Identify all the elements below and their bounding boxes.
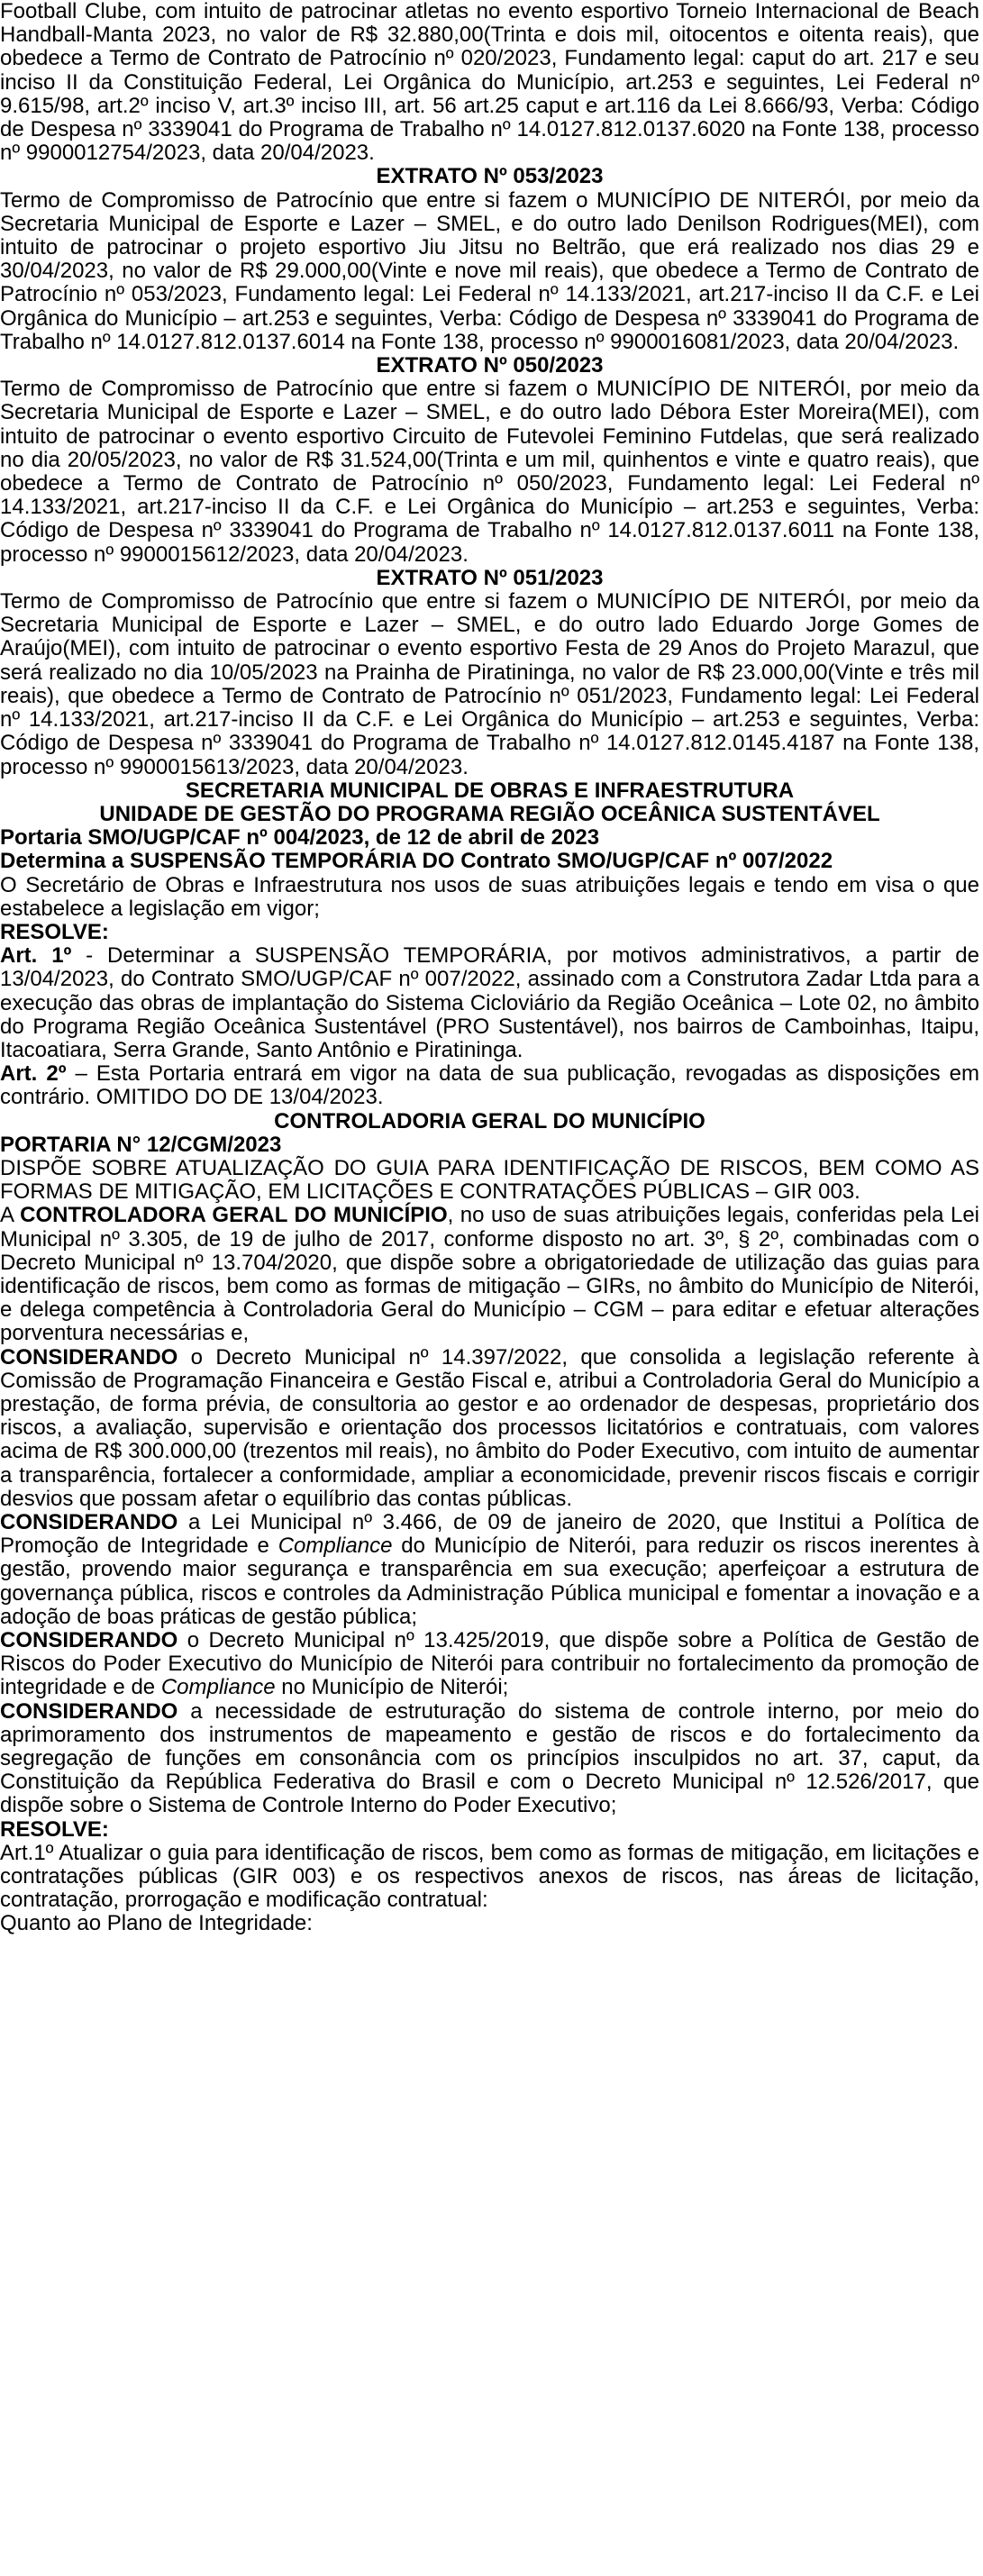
authority-name: CONTROLADORA GERAL DO MUNICÍPIO: [20, 1203, 448, 1228]
considering-label: CONSIDERANDO: [0, 1344, 178, 1370]
article-number: Art. 2º: [0, 1061, 67, 1087]
considering-italic: Compliance: [278, 1534, 393, 1559]
unit-heading: UNIDADE DE GESTÃO DO PROGRAMA REGIÃO OCEÂNICA SUSTENTÁVEL: [99, 801, 880, 826]
extract-heading: EXTRATO Nº 053/2023: [376, 164, 604, 189]
department-heading: CONTROLADORIA GERAL DO MUNICÍPIO: [274, 1108, 705, 1133]
considering-text: no Município de Niterói;: [275, 1675, 509, 1700]
department-heading: SECRETARIA MUNICIPAL DE OBRAS E INFRAESTRUTURA: [185, 778, 795, 803]
resolve-label: RESOLVE:: [0, 919, 109, 944]
considering-text: o Decreto Municipal nº 13.425/2019, que dispõe sobre a Política de Gestão de Riscos do Poder Executivo do Município de Niterói para contribuir no fortalecimento da promoção de integridade e de: [0, 1628, 979, 1700]
article-paragraph: [0, 1062, 979, 1109]
extract-heading: EXTRATO Nº 050/2023: [376, 353, 604, 378]
section-intro: Quanto ao Plano de Integridade:: [0, 1911, 313, 1936]
article-number: Art. 1º: [0, 943, 72, 969]
considering-paragraph: [0, 1700, 979, 1818]
contract-extract-paragraph: Termo de Compromisso de Patrocínio que entre si fazem o MUNICÍPIO DE NITERÓI, por meio da Secretaria Municipal de Esporte e Lazer – SMEL, e do outro lado Denilson Rodrigues(MEI), com intuito de patrocinar o projeto esportivo Jiu Jitsu no Beltrão, que erá realizado nos dias 29 e 30/04/2023, no valor de R$ 29.000,00(Vinte e nove mil reais), que obedece a Termo de Contrato de Patrocínio nº 053/2023, Fundamento legal: Lei Federal nº 14.133/2021, art.217-inciso II da C.F. e Lei Orgânica do Município – art.253 e seguintes, Verba: Código de Despesa nº 3339041 do Programa de Trabalho nº 14.0127.812.0137.6014 na Fonte 138, processo nº 9900016081/2023, data 20/04/2023.: [0, 187, 979, 354]
ordinance-title: PORTARIA N° 12/CGM/2023: [0, 1132, 282, 1157]
extract-heading: EXTRATO Nº 051/2023: [376, 565, 604, 590]
considering-text: do Município de Niterói, para reduzir os riscos inerentes à gestão, provendo maior segurança e transparência em sua execução; aperfeiçoar a estrutura de governança pública, riscos e controles da Administração Pública municipal e fomentar a inovação e a adoção de boas práticas de gestão pública;: [0, 1534, 979, 1629]
resolve-label: RESOLVE:: [0, 1816, 109, 1842]
contract-extract-paragraph: Termo de Compromisso de Patrocínio que entre si fazem o MUNICÍPIO DE NITERÓI, por meio da Secretaria Municipal de Esporte e Lazer – SMEL, e do outro lado Débora Ester Moreira(MEI), com intuito de patrocinar o evento esportivo Circuito de Futevolei Feminino Futdelas, que será realizado no dia 20/05/2023, no valor de R$ 31.524,00(Trinta e um mil, quinhentos e vinte e quatro reais), que obedece a Termo de Contrato de Patrocínio nº 050/2023, Fundamento legal: Lei Federal nº 14.133/2021, art.217-inciso II da C.F. e Lei Orgânica do Município – art.253 e seguintes, Verba: Código de Despesa nº 3339041 do Programa de Trabalho nº 14.0127.812.0137.6011 na Fonte 138, processo nº 9900015612/2023, data 20/04/2023.: [0, 377, 979, 567]
considering-text: a necessidade de estruturação do sistema de controle interno, por meio do aprimoramento dos instrumentos de mapeamento e gestão de riscos e do fortalecimento da segregação de funções em consonância com os princípios insculpidos no art. 37, caput, da Constituição da República Federativa do Brasil e com o Decreto Municipal nº 12.526/2017, que dispõe sobre o Sistema de Controle Interno do Poder Executivo;: [0, 1698, 979, 1818]
contract-extract-paragraph: Termo de Compromisso de Patrocínio que entre si fazem o MUNICÍPIO DE NITERÓI, por meio da Secretaria Municipal de Esporte e Lazer – SMEL, e do outro lado Eduardo Jorge Gomes de Araújo(MEI), com intuito de patrocinar o evento esportivo Festa de 29 Anos do Projeto Marazul, que será realizado no dia 10/05/2023 na Prainha de Piratininga, no valor de R$ 23.000,00(Vinte e três mil reais), que obedece a Termo de Contrato de Patrocínio nº 051/2023, Fundamento legal: Lei Federal nº 14.133/2021, art.217-inciso II da C.F. e Lei Orgânica do Município – art.253 e seguintes, Verba: Código de Despesa nº 3339041 do Programa de Trabalho nº 14.0127.812.0145.4187 na Fonte 138, processo nº 9900015613/2023, data 20/04/2023.: [0, 589, 979, 779]
ordinance-preamble: [0, 1204, 979, 1345]
considering-paragraph: [0, 1346, 979, 1511]
considering-label: CONSIDERANDO: [0, 1628, 178, 1653]
ordinance-title: Portaria SMO/UGP/CAF nº 004/2023, de 12 de abril de 2023: [0, 825, 600, 851]
considering-text: o Decreto Municipal nº 14.397/2022, que consolida a legislação referente à Comissão de Programação Financeira e Gestão Fiscal e, atribui a Controladoria Geral do Município a prestação, de forma prévia, de consultoria ao gestor e ao ordenador de despesas, proprietário dos riscos, a avaliação, supervisão e orientação dos processos licitatórios e contratuais, com valores acima de R$ 300.000,00 (trezentos mil reais), no âmbito do Poder Executivo, com intuito de aumentar a transparência, fortalecer a conformidade, ampliar a economicidade, prevenir riscos fiscais e corrigir desvios que possam afetar o equilíbrio das contas públicas.: [0, 1344, 979, 1511]
article-paragraph: Art.1º Atualizar o guia para identificação de riscos, bem como as formas de mitigação, em licitações e contratações públicas (GIR 003) e os respectivos anexos de riscos, nas áreas de licitação, contratação, prorrogação e modificação contratual:: [0, 1840, 979, 1913]
article-text: - Determinar a SUSPENSÃO TEMPORÁRIA, por motivos administrativos, a partir de 13/04/2023, do Contrato SMO/UGP/CAF nº 007/2022, assinado com a Construtora Zadar Ltda para a execução das obras de implantação do Sistema Cicloviário da Região Oceânica – Lote 02, no âmbito do Programa Região Oceânica Sustentável (PRO Sustentável), nos bairros de Camboinhas, Itaipu, Itacoatiara, Serra Grande, Santo Antônio e Piratininga.: [0, 943, 979, 1062]
considering-text: a Lei Municipal nº 3.466, de 09 de janeiro de 2020, que Institui a Política de Promoção de Integridade e: [0, 1510, 979, 1559]
article-text: – Esta Portaria entrará em vigor na data de sua publicação, revogadas as disposições em contrário. OMITIDO DO DE 13/04/2023.: [0, 1061, 979, 1110]
ordinance-preamble: O Secretário de Obras e Infraestrutura nos usos de suas atribuições legais e tendo em visa o que estabelece a legislação em vigor;: [0, 872, 979, 921]
ordinance-subject: DISPÕE SOBRE ATUALIZAÇÃO DO GUIA PARA IDENTIFICAÇÃO DE RISCOS, BEM COMO AS FORMAS DE MITIGAÇÃO, EM LICITAÇÕES E CONTRATAÇÕES PÚBLICAS – GIR 003.: [0, 1155, 979, 1205]
considering-paragraph: [0, 1629, 979, 1700]
ordinance-subject: Determina a SUSPENSÃO TEMPORÁRIA DO Contrato SMO/UGP/CAF nº 007/2022: [0, 849, 833, 874]
article-paragraph: [0, 944, 979, 1062]
preamble-text: , no uso de suas atribuições legais, conferidas pela Lei Municipal nº 3.305, de 19 de julho de 2017, conforme disposto no art. 3º, § 2º, combinadas com o Decreto Municipal nº 13.704/2020, que dispõe sobre a obrigatoriedade de utilização das guias para identificação de riscos, bem como as formas de mitigação – GIRs, no âmbito do Município de Niterói, e delega competência à Controladoria Geral do Município – CGM – para editar e efetuar alterações porventura necessárias e,: [0, 1203, 980, 1346]
contract-extract-paragraph: Football Clube, com intuito de patrocinar atletas no evento esportivo Torneio Internacional de Beach Handball-Manta 2023, no valor de R$ 32.880,00(Trinta e dois mil, oitocentos e oitenta reais), que obedece a Termo de Contrato de Patrocínio nº 020/2023, Fundamento legal: caput do art. 217 e seu inciso II da Constituição Federal, Lei Orgânica do Município, art.253 e seguintes, Lei Federal nº 9.615/98, art.2º inciso V, art.3º inciso III, art. 56 art.25 caput e art.116 da Lei 8.666/93, Verba: Código de Despesa nº 3339041 do Programa de Trabalho nº 14.0127.812.0137.6020 na Fonte 138, processo nº 9900012754/2023, data 20/04/2023.: [0, 0, 979, 166]
considering-label: CONSIDERANDO: [0, 1698, 178, 1724]
considering-italic: Compliance: [160, 1675, 276, 1700]
considering-paragraph: [0, 1511, 979, 1629]
preamble-prefix: A: [0, 1203, 21, 1228]
considering-label: CONSIDERANDO: [0, 1510, 178, 1534]
